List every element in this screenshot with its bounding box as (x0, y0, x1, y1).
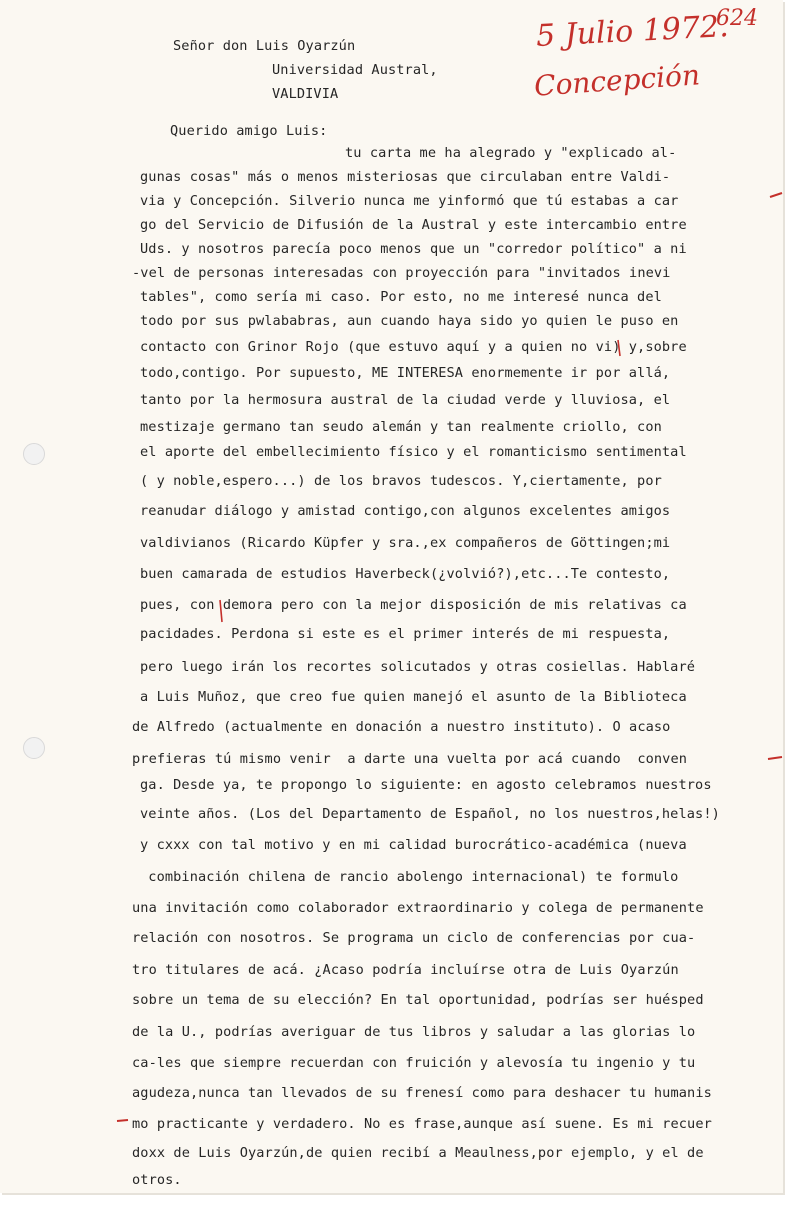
body-line: pues, con demora pero con la mejor disposición de mis relativas ca (140, 597, 687, 613)
body-line: una invitación como colaborador extraordinario y colega de permanente (132, 900, 704, 916)
margin-dash-3 (117, 1120, 128, 1121)
handwritten-date: 5 Julio 1972. (535, 8, 730, 55)
body-line: todo,contigo. Por supuesto, ME INTERESA enormemente ir por allá, (140, 365, 671, 381)
body-line: gunas cosas" más o menos misteriosas que circulaban entre Valdi- (140, 169, 671, 185)
body-line: pero luego irán los recortes solicutados y otras cosiellas. Hablaré (140, 659, 696, 675)
body-line: Uds. y nosotros parecía poco menos que un "corredor político" a ni (140, 241, 687, 257)
handwritten-page-number: 624 (716, 6, 758, 31)
body-line: a Luis Muñoz, que creo fue quien manejó el asunto de la Biblioteca (140, 689, 687, 705)
body-line: via y Concepción. Silverio nunca me yinformó que tú estabas a car (140, 193, 679, 209)
body-line: valdivianos (Ricardo Küpfer y sra.,ex compañeros de Göttingen;mi (140, 535, 671, 551)
body-line: ga. Desde ya, te propongo lo siguiente: en agosto celebramos nuestros (140, 777, 712, 793)
recipient-city: VALDIVIA (272, 86, 339, 102)
body-line: buen camarada de estudios Haverbeck(¿volvió?),etc...Te contesto, (140, 566, 671, 582)
body-line: de la U., podrías averiguar de tus libros y saludar a las glorias lo (132, 1024, 696, 1040)
body-line: agudeza,nunca tan llevados de su frenesí como para deshacer tu humanis (132, 1085, 712, 1101)
body-line: prefieras tú mismo venir a darte una vuelta por acá cuando conven (132, 751, 688, 767)
recipient-institution: Universidad Austral, (272, 62, 438, 78)
handwritten-place: Concepción (533, 58, 701, 103)
greeting: Querido amigo Luis: (170, 123, 328, 139)
body-line: relación con nosotros. Se programa un ciclo de conferencias por cua- (132, 930, 696, 946)
body-line: mo practicante y verdadero. No es frase,aunque así suene. Es mi recuer (132, 1116, 712, 1132)
body-line: sobre un tema de su elección? En tal oportunidad, podrías ser huésped (132, 992, 704, 1008)
body-line: contacto con Grinor Rojo (que estuvo aquí y a quien no vi) y,sobre (140, 339, 687, 355)
body-line: mestizaje germano tan seudo alemán y tan realmente criollo, con (140, 419, 662, 435)
body-line: ( y noble,espero...) de los bravos tudescos. Y,ciertamente, por (140, 473, 662, 489)
body-line: pacidades. Perdona si este es el primer interés de mi respuesta, (140, 626, 671, 642)
body-line: y cxxx con tal motivo y en mi calidad burocrático-académica (nueva (140, 837, 687, 853)
body-line: go del Servicio de Difusión de la Austral y este intercambio entre (140, 217, 687, 233)
body-line: el aporte del embellecimiento físico y el romanticismo sentimental (140, 444, 687, 460)
body-line: de Alfredo (actualmente en donación a nuestro instituto). O acaso (132, 719, 671, 735)
body-line: reanudar diálogo y amistad contigo,con algunos excelentes amigos (140, 503, 671, 519)
body-line: veinte años. (Los del Departamento de Español, no los nuestros,helas!) (140, 806, 720, 822)
body-line: todo por sus pwlababras, aun cuando haya sido yo quien le puso en (140, 313, 679, 329)
margin-dash-2 (768, 757, 782, 759)
body-line: otros. (132, 1172, 182, 1188)
body-line: combinación chilena de rancio abolengo internacional) te formulo (140, 869, 679, 885)
recipient-name: Señor don Luis Oyarzún (173, 38, 356, 54)
margin-dash-1 (770, 193, 782, 197)
body-line: tanto por la hermosura austral de la ciudad verde y lluviosa, el (140, 392, 671, 408)
body-line: ca-les que siempre recuerdan con fruición y alevosía tu ingenio y tu (132, 1055, 696, 1071)
punch-hole-bottom (23, 737, 45, 759)
body-line: tu carta me ha alegrado y "explicado al- (345, 145, 677, 161)
body-line: tro titulares de acá. ¿Acaso podría incluírse otra de Luis Oyarzún (132, 962, 679, 978)
body-line: tables", como sería mi caso. Por esto, no me interesé nunca del (140, 289, 662, 305)
body-line: doxx de Luis Oyarzún,de quien recibí a Meaulness,por ejemplo, y el de (132, 1145, 704, 1161)
body-line: -vel de personas interesadas con proyección para "invitados inevi (132, 265, 671, 281)
punch-hole-top (23, 443, 45, 465)
